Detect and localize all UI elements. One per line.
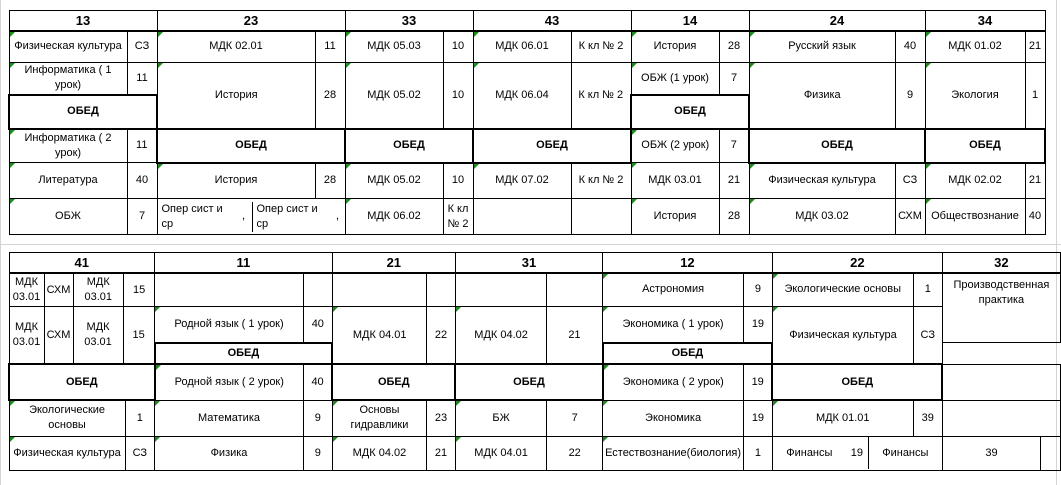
room-cell[interactable]: 40 — [127, 163, 157, 199]
room-cell[interactable]: СХМ — [895, 199, 925, 235]
split-cell[interactable] — [9, 273, 155, 307]
room-cell[interactable]: 21 — [1025, 31, 1045, 63]
room-cell[interactable]: К кл № 2 — [571, 63, 631, 129]
room-cell: 15 — [123, 274, 154, 306]
room-cell[interactable]: 19 — [744, 307, 773, 343]
room-cell[interactable]: 22 — [547, 436, 603, 470]
lunch-cell[interactable]: ОБЕД — [749, 129, 925, 163]
subject-cell[interactable]: МДК 03.02 — [749, 199, 895, 235]
room-cell: 19 — [850, 446, 863, 459]
subject-cell[interactable]: Русский язык — [749, 31, 895, 63]
empty-cell[interactable] — [155, 273, 304, 307]
subject-cell[interactable]: ОБЖ (2 урок) — [631, 129, 719, 163]
room-cell[interactable]: 10 — [443, 163, 473, 199]
split-cell[interactable] — [772, 436, 942, 470]
room-cell[interactable]: СЗ — [895, 163, 925, 199]
group-header: 41 — [9, 253, 155, 273]
empty-cell — [942, 343, 1060, 364]
room-cell[interactable]: СЗ — [913, 307, 942, 365]
subject-cell[interactable]: Физическая культура — [9, 436, 125, 470]
subject-cell[interactable]: Обществознание — [925, 199, 1025, 235]
room-cell[interactable]: 21 — [427, 436, 456, 470]
room-cell[interactable]: 40 — [1025, 199, 1045, 235]
room-cell[interactable]: 21 — [719, 163, 749, 199]
room-cell[interactable]: К кл № 2 — [443, 199, 473, 235]
room-cell[interactable]: 9 — [895, 63, 925, 129]
group-header: 32 — [942, 253, 1060, 273]
subject-cell[interactable]: Физическая культура — [9, 31, 127, 63]
room-cell[interactable]: 1 — [744, 436, 773, 470]
room-cell[interactable]: 39 — [942, 436, 1040, 470]
room-cell[interactable]: 9 — [744, 273, 773, 307]
group-header: 12 — [603, 253, 773, 273]
room-cell[interactable]: 21 — [547, 307, 603, 365]
subject-cell[interactable]: МДК 01.02 — [925, 31, 1025, 63]
subject-cell[interactable]: МДК 04.01 — [455, 436, 546, 470]
subject-cell[interactable]: Литература — [9, 163, 127, 199]
subject-cell[interactable]: История — [157, 63, 315, 129]
lunch-cell[interactable]: ОБЕД — [157, 129, 345, 163]
room-cell[interactable]: 40 — [895, 31, 925, 63]
empty-cell[interactable] — [1041, 436, 1061, 470]
subject-cell[interactable]: МДК 04.02 — [332, 436, 426, 470]
empty-cell[interactable] — [455, 273, 546, 307]
subject-cell: МДК 03.01 — [12, 321, 41, 348]
group-header: 34 — [925, 11, 1045, 31]
subject-cell[interactable]: Естествознание(биология) — [603, 436, 744, 470]
empty-cell[interactable] — [332, 273, 426, 307]
subject-cell[interactable]: БЖ — [455, 400, 546, 436]
subject-cell: МДК 03.01 — [84, 321, 112, 348]
empty-cell[interactable] — [473, 199, 571, 235]
subject-cell[interactable]: ОБЖ — [9, 199, 127, 235]
subject-cell[interactable]: МДК 01.01 — [772, 400, 913, 436]
group-header: 43 — [473, 11, 631, 31]
subject-cell[interactable]: МДК 03.01 — [631, 163, 719, 199]
subject-cell[interactable]: МДК 04.02 — [455, 307, 546, 365]
subject-cell[interactable]: МДК 06.02 — [345, 199, 443, 235]
room-cell[interactable]: СЗ — [125, 436, 154, 470]
group-header: 13 — [9, 11, 157, 31]
subject-cell: Финансы — [868, 437, 942, 469]
subject-cell[interactable]: Физика — [749, 63, 895, 129]
room-cell[interactable]: 7 — [719, 63, 749, 95]
group-header: 21 — [332, 253, 455, 273]
subject-cell[interactable]: История — [631, 199, 719, 235]
subject-cell[interactable]: МДК 05.02 — [345, 163, 443, 199]
room-cell[interactable]: К кл № 2 — [571, 31, 631, 63]
lunch-cell[interactable]: ОБЕД — [772, 364, 942, 400]
group-header: 14 — [631, 11, 749, 31]
subject-cell[interactable]: МДК 04.01 — [332, 307, 426, 365]
room-cell[interactable]: 40 — [303, 307, 332, 343]
room-cell[interactable]: 21 — [1025, 163, 1045, 199]
empty-cell[interactable] — [571, 199, 631, 235]
room-cell[interactable]: 1 — [125, 400, 154, 436]
subject-cell: МДК 03.01 — [84, 275, 113, 303]
room-cell[interactable]: 39 — [913, 400, 942, 436]
room-cell: СХМ — [44, 307, 74, 363]
room-cell: СХМ — [44, 274, 74, 306]
subject-cell[interactable]: История — [631, 31, 719, 63]
empty-cell[interactable] — [942, 400, 1060, 436]
room-cell[interactable]: 28 — [719, 31, 749, 63]
room-cell[interactable]: 40 — [303, 364, 332, 400]
lunch-cell[interactable]: ОБЕД — [9, 364, 155, 400]
subject-cell[interactable]: МДК 02.02 — [925, 163, 1025, 199]
room-cell[interactable]: 23 — [427, 400, 456, 436]
subject-cell[interactable]: Основы гидравлики — [332, 400, 426, 436]
room-cell[interactable]: 1 — [1025, 63, 1045, 129]
room-cell[interactable]: 19 — [744, 364, 773, 400]
room-cell[interactable]: 9 — [303, 436, 332, 470]
room-cell[interactable]: 7 — [547, 400, 603, 436]
subject-cell[interactable]: Информатика ( 1 урок) — [9, 63, 127, 95]
subject-cell[interactable]: Экологические основы — [9, 400, 125, 436]
subject-cell[interactable]: История — [157, 163, 315, 199]
room-cell[interactable]: 19 — [744, 400, 773, 436]
lunch-cell[interactable]: ОБЕД — [155, 343, 333, 364]
subject-cell[interactable]: Физическая культура — [749, 163, 895, 199]
subject-cell[interactable]: Родной язык ( 2 урок) — [155, 364, 304, 400]
subject-cell[interactable]: Информатика ( 2 урок) — [9, 129, 127, 163]
schedule-table-top — [8, 10, 1046, 235]
subject-cell[interactable]: Экономика — [603, 400, 744, 436]
room-cell: , — [335, 210, 340, 222]
subject-cell[interactable]: МДК 05.03 — [345, 31, 443, 63]
subject-cell[interactable]: Родной язык ( 1 урок) — [155, 307, 304, 343]
group-header: 22 — [772, 253, 942, 273]
lunch-cell[interactable]: ОБЕД — [455, 364, 602, 400]
room-cell[interactable]: 1 — [913, 273, 942, 307]
room-cell[interactable]: 11 — [127, 129, 157, 163]
schedule-table-bottom — [8, 252, 1061, 471]
room-cell[interactable]: 22 — [427, 307, 456, 365]
room-cell[interactable]: 28 — [719, 199, 749, 235]
subject-cell[interactable]: МДК 06.04 — [473, 63, 571, 129]
subject-cell[interactable]: МДК 07.02 — [473, 163, 571, 199]
split-cell[interactable] — [9, 307, 155, 365]
room-cell[interactable]: 28 — [315, 63, 345, 129]
subject-cell[interactable]: Экономика ( 1 урок) — [603, 307, 744, 343]
subject-cell[interactable]: Физика — [155, 436, 304, 470]
subject-cell: Опер сист и ср — [161, 202, 223, 230]
room-cell[interactable]: 9 — [303, 400, 332, 436]
lunch-cell[interactable]: ОБЕД — [332, 364, 455, 400]
lunch-cell[interactable]: ОБЕД — [9, 95, 157, 129]
room-cell[interactable]: 28 — [315, 163, 345, 199]
lunch-cell[interactable]: ОБЕД — [473, 129, 631, 163]
group-header: 24 — [749, 11, 925, 31]
group-header: 11 — [155, 253, 333, 273]
practice-cell[interactable]: Производственная практика — [942, 273, 1060, 343]
subject-cell: Опер сист и ср — [252, 202, 331, 232]
subject-cell[interactable]: Астрономия — [603, 273, 744, 307]
empty-cell[interactable] — [547, 273, 603, 307]
lunch-cell[interactable]: ОБЕД — [603, 343, 773, 364]
room-cell[interactable]: 10 — [443, 63, 473, 129]
lunch-cell[interactable]: ОБЕД — [631, 95, 749, 129]
room-cell[interactable]: 11 — [127, 63, 157, 95]
room-cell[interactable]: 7 — [127, 199, 157, 235]
group-header: 23 — [157, 11, 345, 31]
subject-cell[interactable]: Экология — [925, 63, 1025, 129]
group-header: 33 — [345, 11, 473, 31]
empty-cell[interactable] — [942, 364, 1060, 400]
subject-cell[interactable]: МДК 02.01 — [157, 31, 315, 63]
subject-cell[interactable]: МДК 05.02 — [345, 63, 443, 129]
group-header: 31 — [455, 253, 602, 273]
room-cell: 15 — [123, 307, 154, 363]
subject-cell[interactable]: Физическая культура — [772, 307, 913, 365]
split-cell[interactable] — [157, 199, 345, 235]
room-cell[interactable]: К кл № 2 — [571, 163, 631, 199]
room-cell: , — [241, 210, 246, 222]
empty-cell[interactable] — [427, 273, 456, 307]
subject-cell[interactable]: Экономика ( 2 урок) — [603, 364, 744, 400]
subject-cell[interactable]: Математика — [155, 400, 304, 436]
subject-cell: Финансы — [786, 446, 833, 459]
room-cell[interactable]: 10 — [443, 31, 473, 63]
lunch-cell[interactable]: ОБЕД — [925, 129, 1045, 163]
subject-cell: МДК 03.01 — [12, 275, 41, 303]
subject-cell[interactable]: Экологические основы — [772, 273, 913, 307]
room-cell[interactable]: СЗ — [127, 31, 157, 63]
subject-cell[interactable]: ОБЖ (1 урок) — [631, 63, 719, 95]
empty-cell[interactable] — [303, 273, 332, 307]
subject-cell[interactable]: МДК 06.01 — [473, 31, 571, 63]
room-cell[interactable]: 7 — [719, 129, 749, 163]
room-cell[interactable]: 11 — [315, 31, 345, 63]
lunch-cell[interactable]: ОБЕД — [345, 129, 473, 163]
